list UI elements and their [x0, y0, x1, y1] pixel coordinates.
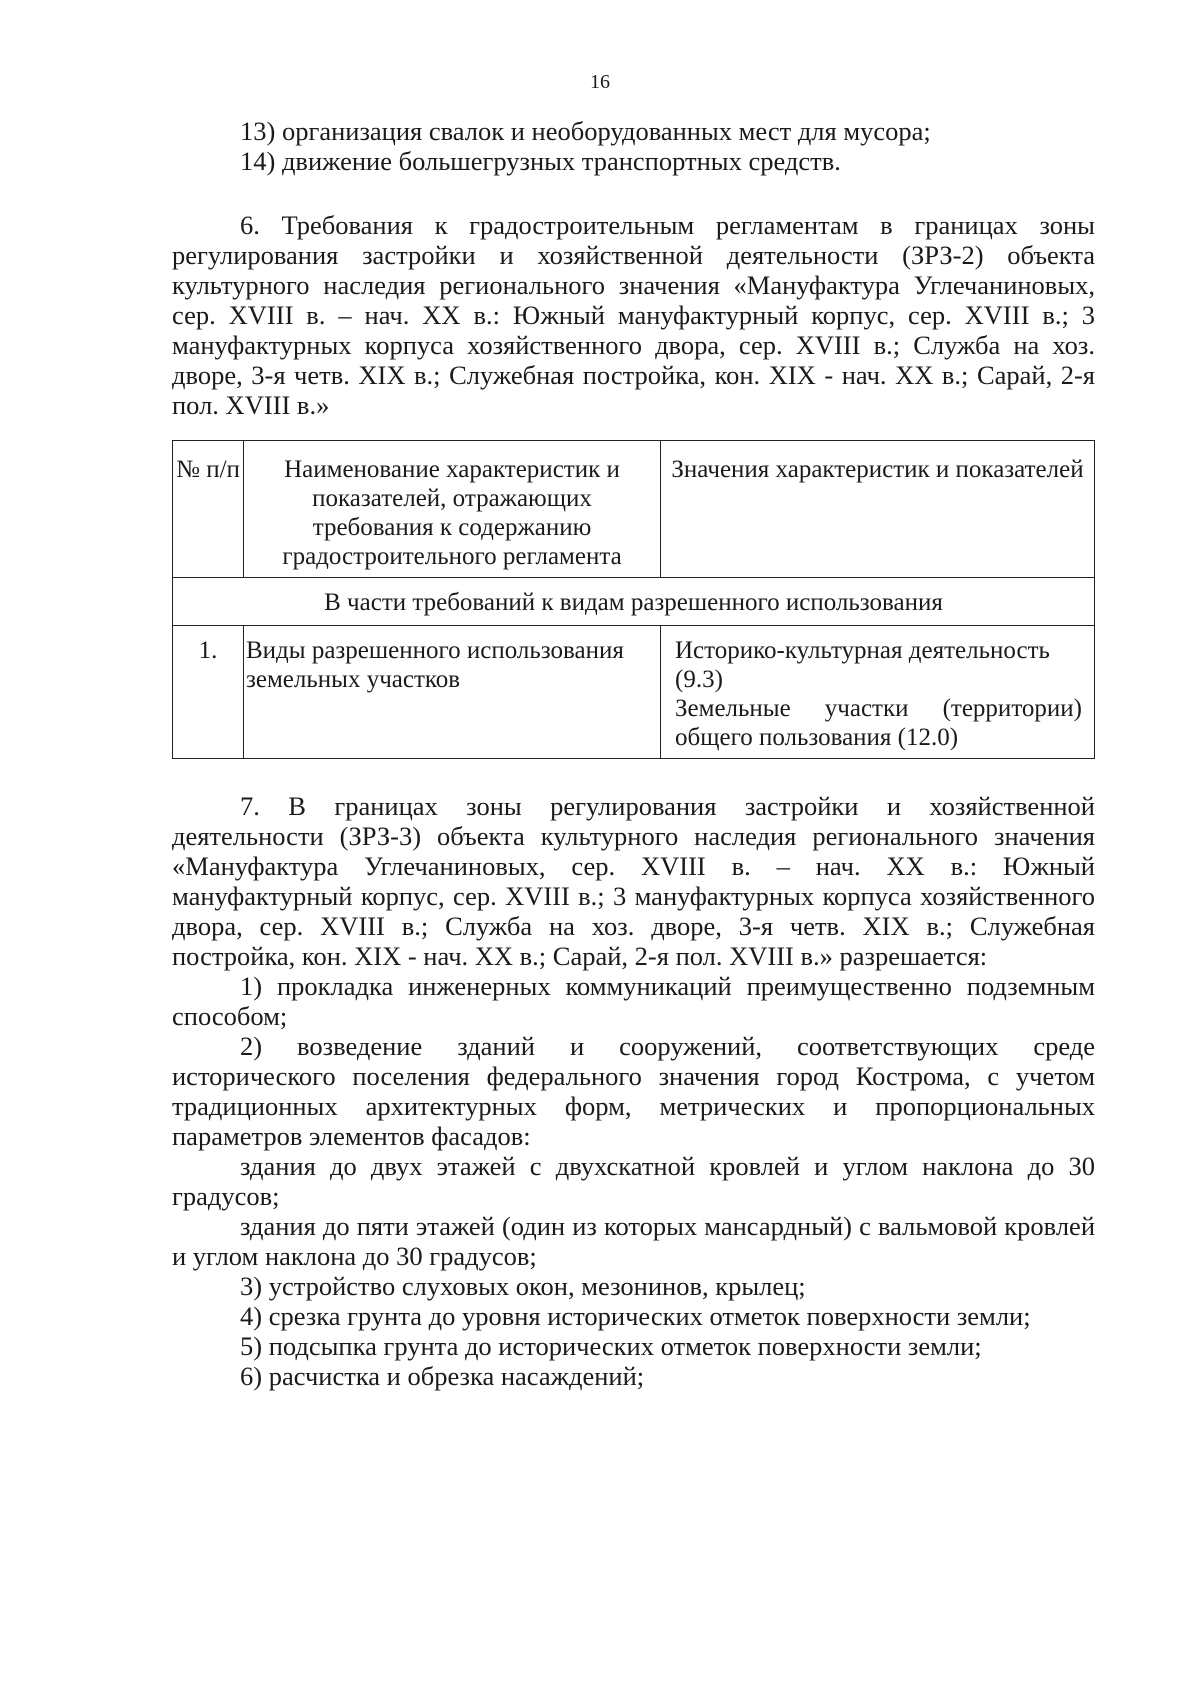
section-7-item-2: 2) возведение зданий и сооружений, соответствующих среде исторического поселения федерального значения город Кострома, с учетом традиционных архитектурных форм, метрических и пропорциональных параметров элементов фасадов: [172, 1031, 1095, 1151]
document-body [172, 116, 1095, 1391]
section-7-item-6: 6) расчистка и обрезка насаждений; [240, 1361, 645, 1391]
row-name: Виды разрешенного использования земельных участков [244, 626, 661, 759]
section-7-item-4: 4) срезка грунта до уровня исторических отметок поверхности земли; [240, 1301, 1031, 1331]
list-item-13: 13) организация свалок и необорудованных мест для мусора; [240, 116, 931, 146]
section-7-item-3: 3) устройство слуховых окон, мезонинов, крылец; [240, 1271, 806, 1301]
section-7-item-5: 5) подсыпка грунта до исторических отметок поверхности земли; [240, 1331, 982, 1361]
regulation-table [172, 440, 1095, 759]
row-num: 1. [173, 626, 244, 759]
row-value-1: Историко-культурная деятельность (9.3) [675, 637, 1050, 693]
table-section-row [173, 578, 1095, 626]
section-6-paragraph: 6. Требования к градостроительным регламентам в границах зоны регулирования застройки и хозяйственной деятельности (ЗРЗ-2) объекта культурного наследия регионального значения «Мануфактура Углечаниновых, сер. XVIII в. – нач. XX в.: Южный мануфактурный корпус, сер. XVIII в.; 3 мануфактурных корпуса хозяйственного двора, сер. XVIII в.; Служба на хоз. дворе, 3-я четв. XIX в.; Служебная постройка, кон. XIX - нач. XX в.; Сарай, 2-я пол. XVIII в.» [172, 210, 1095, 420]
section-row-label: В части требований к видам разрешенного использования [173, 578, 1095, 626]
header-value: Значения характеристик и показателей [661, 441, 1095, 578]
section-7-intro: 7. В границах зоны регулирования застройки и хозяйственной деятельности (ЗРЗ-3) объекта культурного наследия регионального значения «Мануфактура Углечаниновых, сер. XVIII в. – нач. XX в.: Южный мануфактурный корпус, сер. XVIII в.; 3 мануфактурных корпуса хозяйственного двора, сер. XVIII в.; Служба на хоз. дворе, 3-я четв. XIX в.; Служебная постройка, кон. XIX - нач. XX в.; Сарай, 2-я пол. XVIII в.» разрешается: [172, 791, 1095, 971]
table-row [173, 626, 1095, 759]
section-7-item-2a: здания до двух этажей с двухскатной кровлей и углом наклона до 30 градусов; [172, 1151, 1095, 1211]
row-value [661, 626, 1095, 759]
header-num: № п/п [173, 441, 244, 578]
page-number: 16 [590, 71, 610, 93]
section-7-item-1: 1) прокладка инженерных коммуникаций преимущественно подземным способом; [172, 971, 1095, 1031]
row-value-2: Земельные участки (территории) общего пользования (12.0) [675, 695, 1082, 751]
section-7-item-2b: здания до пяти этажей (один из которых мансардный) с вальмовой кровлей и углом наклона до 30 градусов; [172, 1211, 1095, 1271]
list-item-14: 14) движение большегрузных транспортных средств. [240, 146, 841, 176]
header-name: Наименование характеристик и показателей, отражающих требования к содержанию градостроительного регламента [244, 441, 661, 578]
table-header-row [173, 441, 1095, 578]
